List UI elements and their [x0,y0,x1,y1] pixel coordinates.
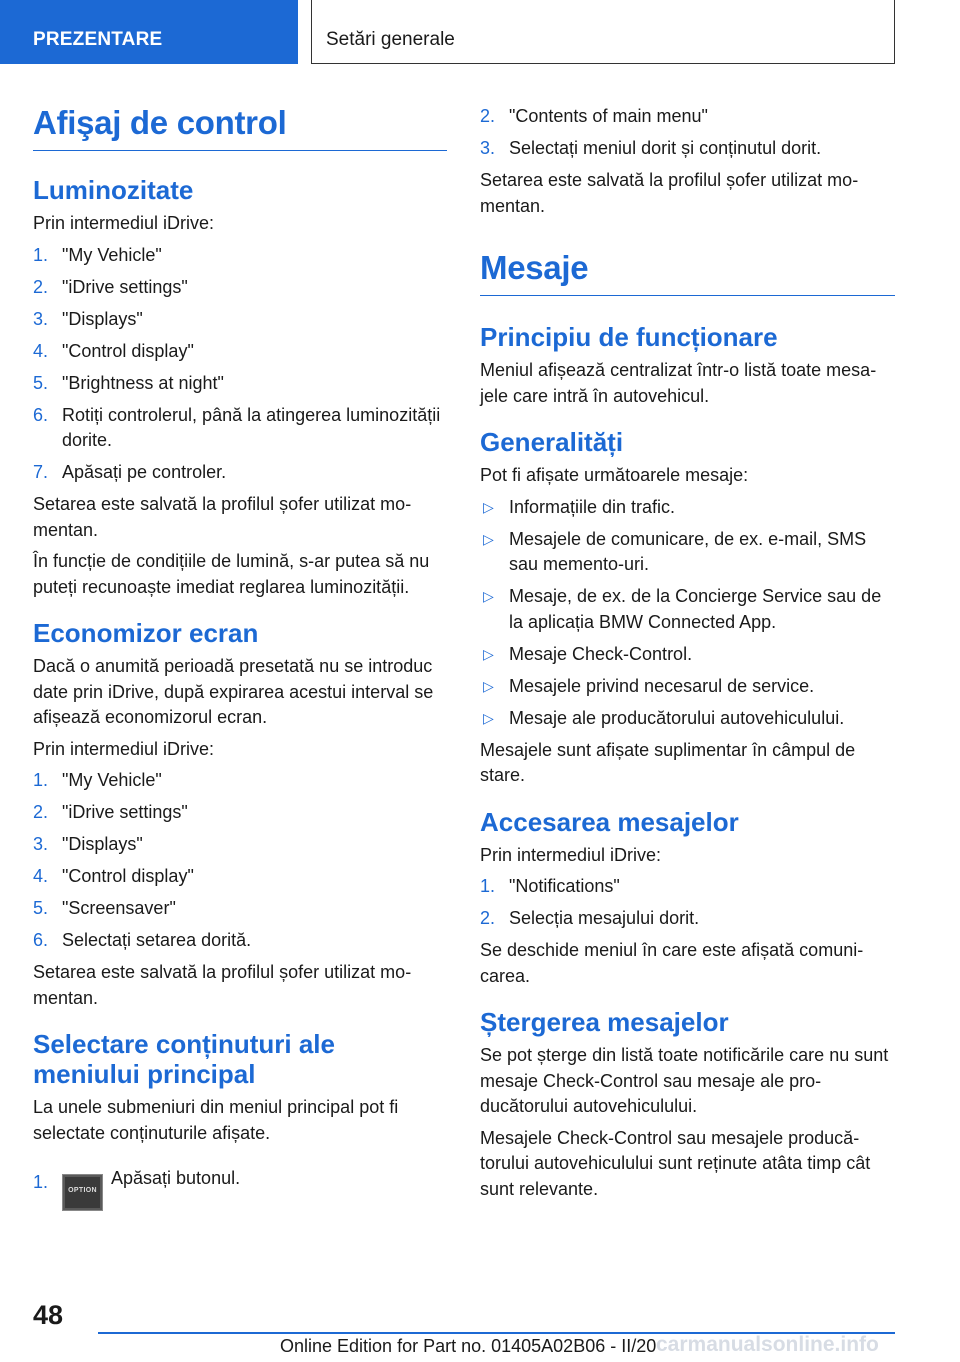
step-text: "Contents of main menu" [509,106,708,126]
list-item [480,104,895,130]
step-text: "Displays" [62,834,143,854]
step-text: "Control display" [62,340,194,361]
bullet-triangle-icon: ▷ [483,498,494,515]
list-item [33,864,447,890]
step-number: 1. [33,770,49,790]
delete-desc: Se pot șterge din listă toate notificările care nu sunt mesaje Check-Control sau mesaje ale producătorului autovehiculului. [480,1045,889,1116]
step-number: 1. [33,244,49,265]
list-item [480,906,895,932]
step-number: 1. [33,1172,49,1192]
step-text: "iDrive settings" [62,276,188,297]
edition-footer: Online Edition for Part no. 01405A02B06 - II/20 [280,1336,657,1356]
item-text: Mesajele de comunicare, de ex. e-mail, SMS sau memento-uri. [509,528,867,574]
list-item [33,768,447,794]
step-text: Selectați meniul dorit și conținutul dorit. [509,138,822,158]
step-text: Selecția mesajului dorit. [509,908,700,928]
step-number: 6. [33,930,49,950]
list-item [33,896,447,922]
screensaver-heading: Economizor ecran [33,618,259,648]
access-steps [480,874,895,932]
delete-heading: Ștergerea mesajelor [480,1007,729,1037]
step-text: "iDrive settings" [62,802,188,822]
list-item [480,674,895,700]
general-note: Mesajele sunt afișate suplimentar în câmpul de stare. [480,739,856,785]
main-menu-saved-note: Setarea este salvată la profilul șofer utilizat momentan. [480,170,859,216]
step-text: Apăsați pe controler. [62,462,227,482]
option-button-icon: OPTION [62,1174,103,1211]
chapter-title: Setări generale [326,29,455,50]
step-number: 2. [33,802,49,822]
chapter-header [311,0,895,64]
list-item [33,243,447,269]
step-text: "Displays" [62,308,143,329]
step-number: 2. [33,276,49,297]
access-heading: Accesarea mesajelor [480,806,739,837]
brightness-light-note: În funcție de condițiile de lumină, s-ar putea să nu puteți recunoaște imediat reglarea luminozității. [33,551,430,597]
page-number: 48 [33,1300,64,1330]
access-note: Se deschide meniul în care este afișată comunicarea. [480,940,864,986]
bullet-triangle-icon: ▷ [483,677,494,694]
step-text: "Screensaver" [62,898,176,918]
list-item [33,460,447,486]
list-item [33,1160,447,1211]
brightness-intro: Prin intermediul iDrive: [33,213,215,233]
step-number: 6. [33,404,49,425]
list-item [33,371,447,397]
brightness-heading: Luminozitate [33,175,194,205]
list-item [33,832,447,858]
general-heading: Generalități [480,427,624,457]
bullet-triangle-icon: ▷ [483,645,494,662]
screensaver-steps [33,768,447,954]
step-text: Selectați setarea dorită. [62,930,252,950]
left-column [33,98,447,1218]
step-number: 2. [480,106,496,126]
right-column [480,98,895,1202]
step-text: "My Vehicle" [62,770,162,790]
item-text: Mesaje Check-Control. [509,643,693,664]
step-text: "Brightness at night" [62,372,224,393]
step-number: 3. [33,834,49,854]
step-number: 5. [33,898,49,918]
list-item [33,339,447,365]
step-number: 1. [480,876,496,896]
bullet-triangle-icon: ▷ [483,709,494,726]
step-number: 7. [33,462,49,482]
list-item [33,275,447,301]
step-number: 4. [33,866,49,886]
bullet-triangle-icon: ▷ [483,588,494,604]
item-text: Informațiile din trafic. [509,496,676,517]
list-item [480,136,895,162]
screensaver-intro: Prin intermediul iDrive: [33,738,215,759]
general-intro: Pot fi afișate următoarele mesaje: [480,465,749,485]
access-intro: Prin intermediul iDrive: [480,844,662,865]
step-text: Rotiți controlerul, până la atingerea luminozității dorite. [62,404,441,450]
menu-select-steps [33,1160,447,1211]
list-item [480,495,895,521]
list-item [480,706,895,732]
menu-select-desc: La unele submeniuri din meniul principal pot fi selectate conținuturile afișate. [33,1097,399,1143]
messages-title: Mesaje [480,243,895,296]
screensaver-desc: Dacă o anumită perioadă presetată nu se introduc date prin iDrive, după expirarea acestui interval se afișează economizorul ecran. [33,656,434,727]
step-number: 3. [33,308,49,329]
delete-note: Mesajele Check-Control sau mesajele producătorului autovehiculului sunt reținute atâta timp cât sunt relevante. [480,1127,871,1199]
step-number: 2. [480,908,496,928]
item-text: Mesajele privind necesarul de service. [509,675,815,696]
list-item [480,527,895,578]
step-number: 4. [33,340,49,361]
list-item [480,584,895,635]
screensaver-saved-note: Setarea este salvată la profilul șofer utilizat momentan. [33,962,412,1008]
step-number: 3. [480,138,496,158]
list-item [480,874,895,900]
main-menu-steps-continued [480,104,895,162]
list-item [480,642,895,668]
principle-heading: Principiu de funcționare [480,322,778,352]
page-title: Afişaj de control [33,98,447,151]
brightness-saved-note: Setarea este salvată la profilul șofer utilizat momentan. [33,494,412,540]
menu-select-heading: Selectare conținuturi ale meniului principal [33,1029,335,1089]
list-item [33,307,447,333]
step-text: "Control display" [62,866,194,886]
message-types-list [480,495,895,732]
bullet-triangle-icon: ▷ [483,530,494,547]
section-tab: PREZENTARE [0,0,298,64]
item-text: Mesaje ale producătorului autovehiculului. [509,707,845,728]
list-item [33,928,447,954]
list-item [33,403,447,454]
step-text: "My Vehicle" [62,244,162,265]
step-text: Apăsați butonul. [111,1168,241,1188]
brightness-steps [33,243,447,486]
list-item [33,800,447,826]
principle-desc: Meniul afișează centralizat într-o listă toate mesajele care intră în autovehicul. [480,360,877,406]
watermark: carmanualsonline.info [656,1333,879,1356]
item-text: Mesaje, de ex. de la Concierge Service sau de la aplicația BMW Connected App. [509,586,882,632]
step-number: 5. [33,372,49,393]
step-text: "Notifications" [509,876,620,896]
